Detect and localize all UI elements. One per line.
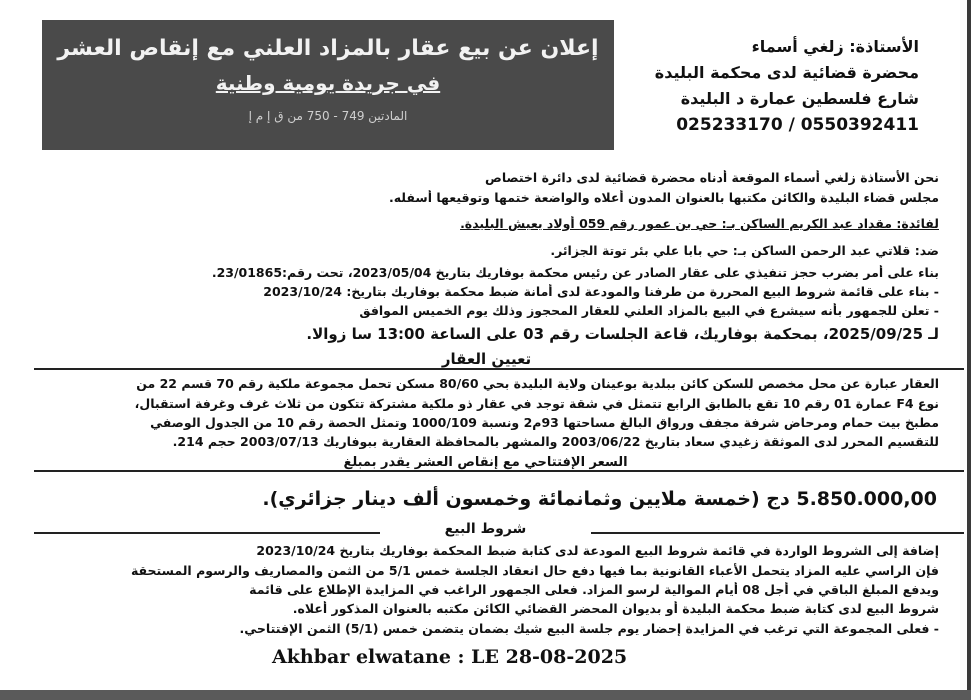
conditions-line: - فعلى المجموعة التي ترغب في المزايدة إحضار يوم جلسة البيع شيك بضمان يتضمن خمس (5/1) الثمن الإفتتاحي. — [239, 621, 939, 636]
property-line: العقار عبارة عن محل مخصص للسكن كائن ببلدية بوعينان ولاية البليدة بحي 80/60 مسكن تحمل مجموعة ملكية رقم 70 قسم 22 من — [136, 376, 939, 391]
property-line: نوع F4 عمارة 01 رقم 10 تقع بالطابق الرابع تتمثل في شقة توجد في عقار ذو ملكية مشتركة تتكون من ثلاث غرف وغرفة استقبال، — [134, 396, 939, 411]
banner-subtitle: في جريدة يومية وطنية — [215, 71, 441, 95]
banner-title: إعلان عن بيع عقار بالمزاد العلني مع إنقاص العشر — [57, 36, 599, 61]
party-beneficiary: لفائدة: مقداد عبد الكريم الساكن بـ: حي بن عمور رقم 059 أولاد يعيش البليدة. — [460, 216, 939, 231]
publication-footer: Akhbar elwatane : LE 28-08-2025 — [272, 646, 628, 668]
conditions-line: ويدفع المبلغ الباقي في أجل 08 أيام الموالية لرسو المزاد. فعلى الجمهور الراغب في المزايدة الإطلاع على قائمة — [249, 582, 939, 597]
intro-line: نحن الأستاذة زلغي أسماء الموقعة أدناه محضرة قضائية لدى دائرة اختصاص — [485, 170, 939, 185]
divider — [34, 368, 964, 370]
bailiff-name: الأستاذة: زلغي أسماء — [751, 37, 919, 56]
bailiff-phones: 025233170 / 0550392411 — [676, 115, 919, 135]
bailiff-header — [619, 34, 919, 138]
conditions-line: فإن الراسي عليه المزاد يتحمل الأعباء القانونية بما فيها دفع حال انعقاد الجلسة خمس 5/1 من الثمن والمصاريف والرسوم المستحقة — [130, 563, 939, 578]
party-against: ضد: قلاتي عبد الرحمن الساكن بـ: حي بابا علي بئر توتة الجزائر. — [550, 243, 939, 258]
opening-price: 5.850.000,00 دج (خمسة ملايين وثمانمائة وخمسون ألف دينار جزائري). — [262, 488, 937, 510]
conditions-line: شروط البيع لدى كتابة ضبط محكمة البليدة أو بديوان المحضر القضائي الكائن مكتبه بالعنوان المذكور أعلاه. — [292, 601, 939, 616]
body-line-date: لـ 2025/09/25، بمحكمة بوفاريك، قاعة الجلسات رقم 03 على الساعة 13:00 سا زوالا. — [306, 325, 939, 343]
property-line: مطبخ بيت حمام ومرحاض شرفة مجفف ورواق البالغ مساحتها 93م2 ونسبة 1000/109 وتمثل الحصة رقم 10 من الجدول الوصفي — [150, 415, 939, 430]
announcement-banner — [42, 20, 614, 150]
body-line: - تعلن للجمهور بأنه سيشرع في البيع بالمزاد العلني للعقار المحجوز وذلك يوم الخميس الموافق — [359, 303, 939, 318]
intro-line: مجلس قضاء البليدة والكائن مكتبها بالعنوان المدون أعلاه والواضعة ختمها وتوقيعها أسفله. — [388, 190, 939, 205]
conditions-heading: شروط البيع — [380, 522, 591, 537]
property-line: للتقسيم المحرر لدى الموثقة زغيدي سعاد بتاريخ 2003/06/22 والمشهر بالمحافظة العقارية ببوفاريك 2003/07/13 حجم 214. — [172, 434, 939, 449]
body-line: بناء على أمر بضرب حجز تنفيذي على عقار الصادر عن رئيس محكمة بوفاريك بتاريخ 2023/05/04، تحت رقم:23/01865. — [211, 265, 939, 280]
conditions-line: إضافة إلى الشروط الواردة في قائمة شروط البيع المودعة لدى كتابة ضبط المحكمة بوفاريك بتاريخ 2023/10/24 — [256, 543, 939, 558]
body-line: - بناء على قائمة شروط البيع المحررة من طرفنا والمودعة لدى أمانة ضبط محكمة بوفاريك بتاريخ: 2023/10/24 — [263, 284, 939, 299]
bailiff-address: شارع فلسطين عمارة د البليدة — [680, 89, 919, 108]
bottom-bar — [0, 690, 971, 700]
price-heading: السعر الإفتتاحي مع إنقاص العشر يقدر بمبلغ — [290, 455, 681, 470]
divider — [34, 470, 964, 472]
bailiff-title: محضرة قضائية لدى محكمة البليدة — [654, 63, 919, 82]
banner-note: المادتين 749 - 750 من ق إ م إ — [248, 109, 408, 123]
property-heading: تعيين العقار — [441, 350, 532, 368]
page-edge — [967, 0, 971, 700]
